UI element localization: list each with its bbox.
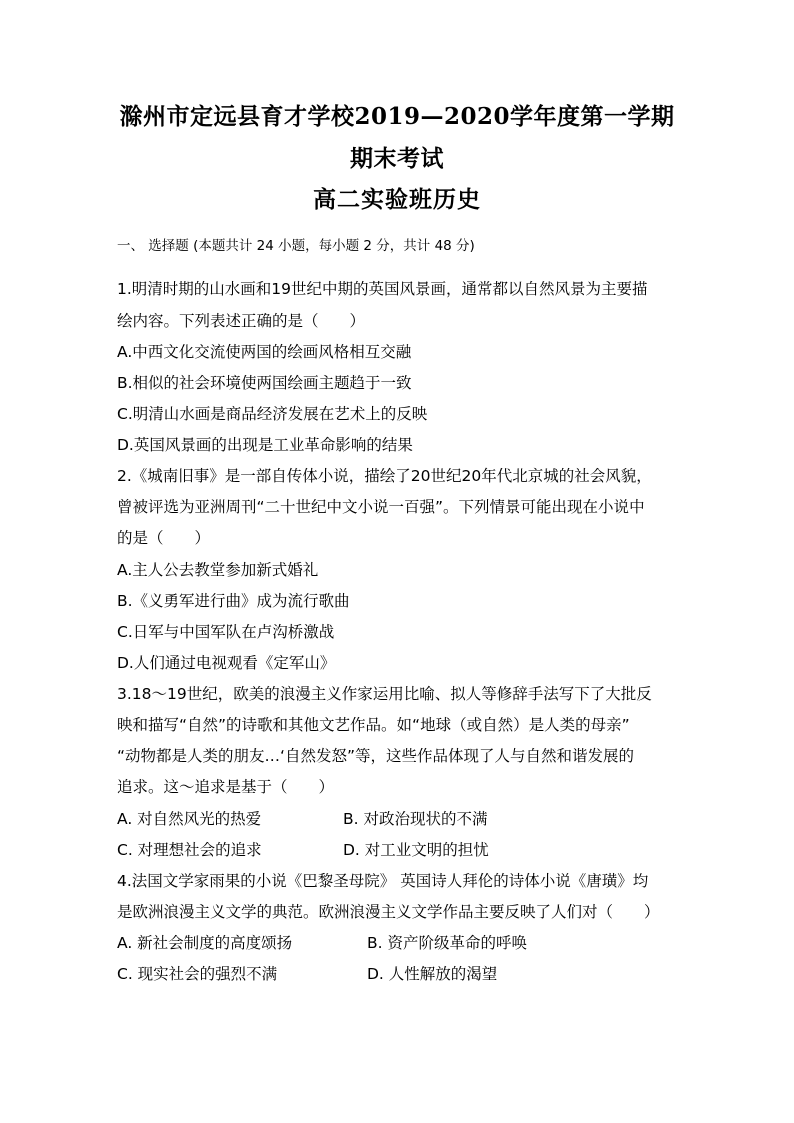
question-3-option-b: B. 对政治现状的不满: [343, 810, 488, 828]
question-4-stem-line-1: 4.法国文学家雨果的小说《巴黎圣母院》 英国诗人拜伦的诗体小说《唐璜》均: [117, 872, 649, 890]
question-2-stem-line-2: 曾被评选为亚洲周刊“二十世纪中文小说一百强”。下列情景可能出现在小说中: [117, 498, 645, 516]
question-1-option-c: C.明清山水画是商品经济发展在艺术上的反映: [117, 405, 428, 423]
question-3-option-c: C. 对理想社会的追求: [117, 841, 262, 859]
question-4-option-b: B. 资产阶级革命的呼唤: [367, 934, 527, 952]
question-1-option-b: B.相似的社会环境使两国绘画主题趋于一致: [117, 374, 412, 392]
question-1-stem-line-2: 绘内容。下列表述正确的是（ ）: [117, 312, 366, 330]
question-2-option-a: A.主人公去教堂参加新式婚礼: [117, 561, 319, 579]
question-4-option-d: D. 人性解放的渴望: [367, 965, 498, 983]
question-3-stem-line-1: 3.18～19世纪，欧美的浪漫主义作家运用比喻、拟人等修辞手法写下了大批反: [117, 685, 652, 703]
section-heading: 一、 选择题 (本题共计 24 小题，每小题 2 分，共计 48 分): [117, 238, 475, 254]
question-2-stem-line-1: 2.《城南旧事》是一部自传体小说，描绘了20世纪20年代北京城的社会风貌，: [117, 467, 652, 485]
question-1-option-d: D.英国风景画的出现是工业革命影响的结果: [117, 436, 413, 454]
question-3-option-d: D. 对工业文明的担忧: [343, 841, 489, 859]
question-3-option-a: A. 对自然风光的热爱: [117, 810, 262, 828]
exam-title-line2: 期末考试: [350, 145, 444, 172]
question-1-option-a: A.中西文化交流使两国的绘画风格相互交融: [117, 343, 412, 361]
exam-subject-title: 高二实验班历史: [313, 187, 481, 213]
question-4-option-c: C. 现实社会的强烈不满: [117, 965, 278, 983]
question-1-stem-line-1: 1.明清时期的山水画和19世纪中期的英国风景画，通常都以自然风景为主要描: [117, 280, 648, 298]
question-3-stem-line-3: “动物都是人类的朋友…‘自然发怒”等，这些作品体现了人与自然和谐发展的: [117, 747, 634, 765]
question-3-stem-line-2: 映和描写“自然”的诗歌和其他文艺作品。如“地球（或自然）是人类的母亲”: [117, 716, 630, 734]
question-2-option-b: B.《义勇军进行曲》成为流行歌曲: [117, 592, 350, 610]
exam-title-line1: 滁州市定远县育才学校2019—2020学年度第一学期: [119, 103, 675, 130]
question-2-option-d: D.人们通过电视观看《定军山》: [117, 654, 336, 672]
question-4-stem-line-2: 是欧洲浪漫主义文学的典范。欧洲浪漫主义文学作品主要反映了人们对（ ）: [117, 903, 660, 921]
question-2-option-c: C.日军与中国军队在卢沟桥激战: [117, 623, 335, 641]
question-3-stem-line-4: 追求。这～追求是基于（ ）: [117, 778, 335, 796]
question-2-stem-line-3: 的是（ ）: [117, 529, 211, 547]
question-4-option-a: A. 新社会制度的高度颂扬: [117, 934, 293, 952]
